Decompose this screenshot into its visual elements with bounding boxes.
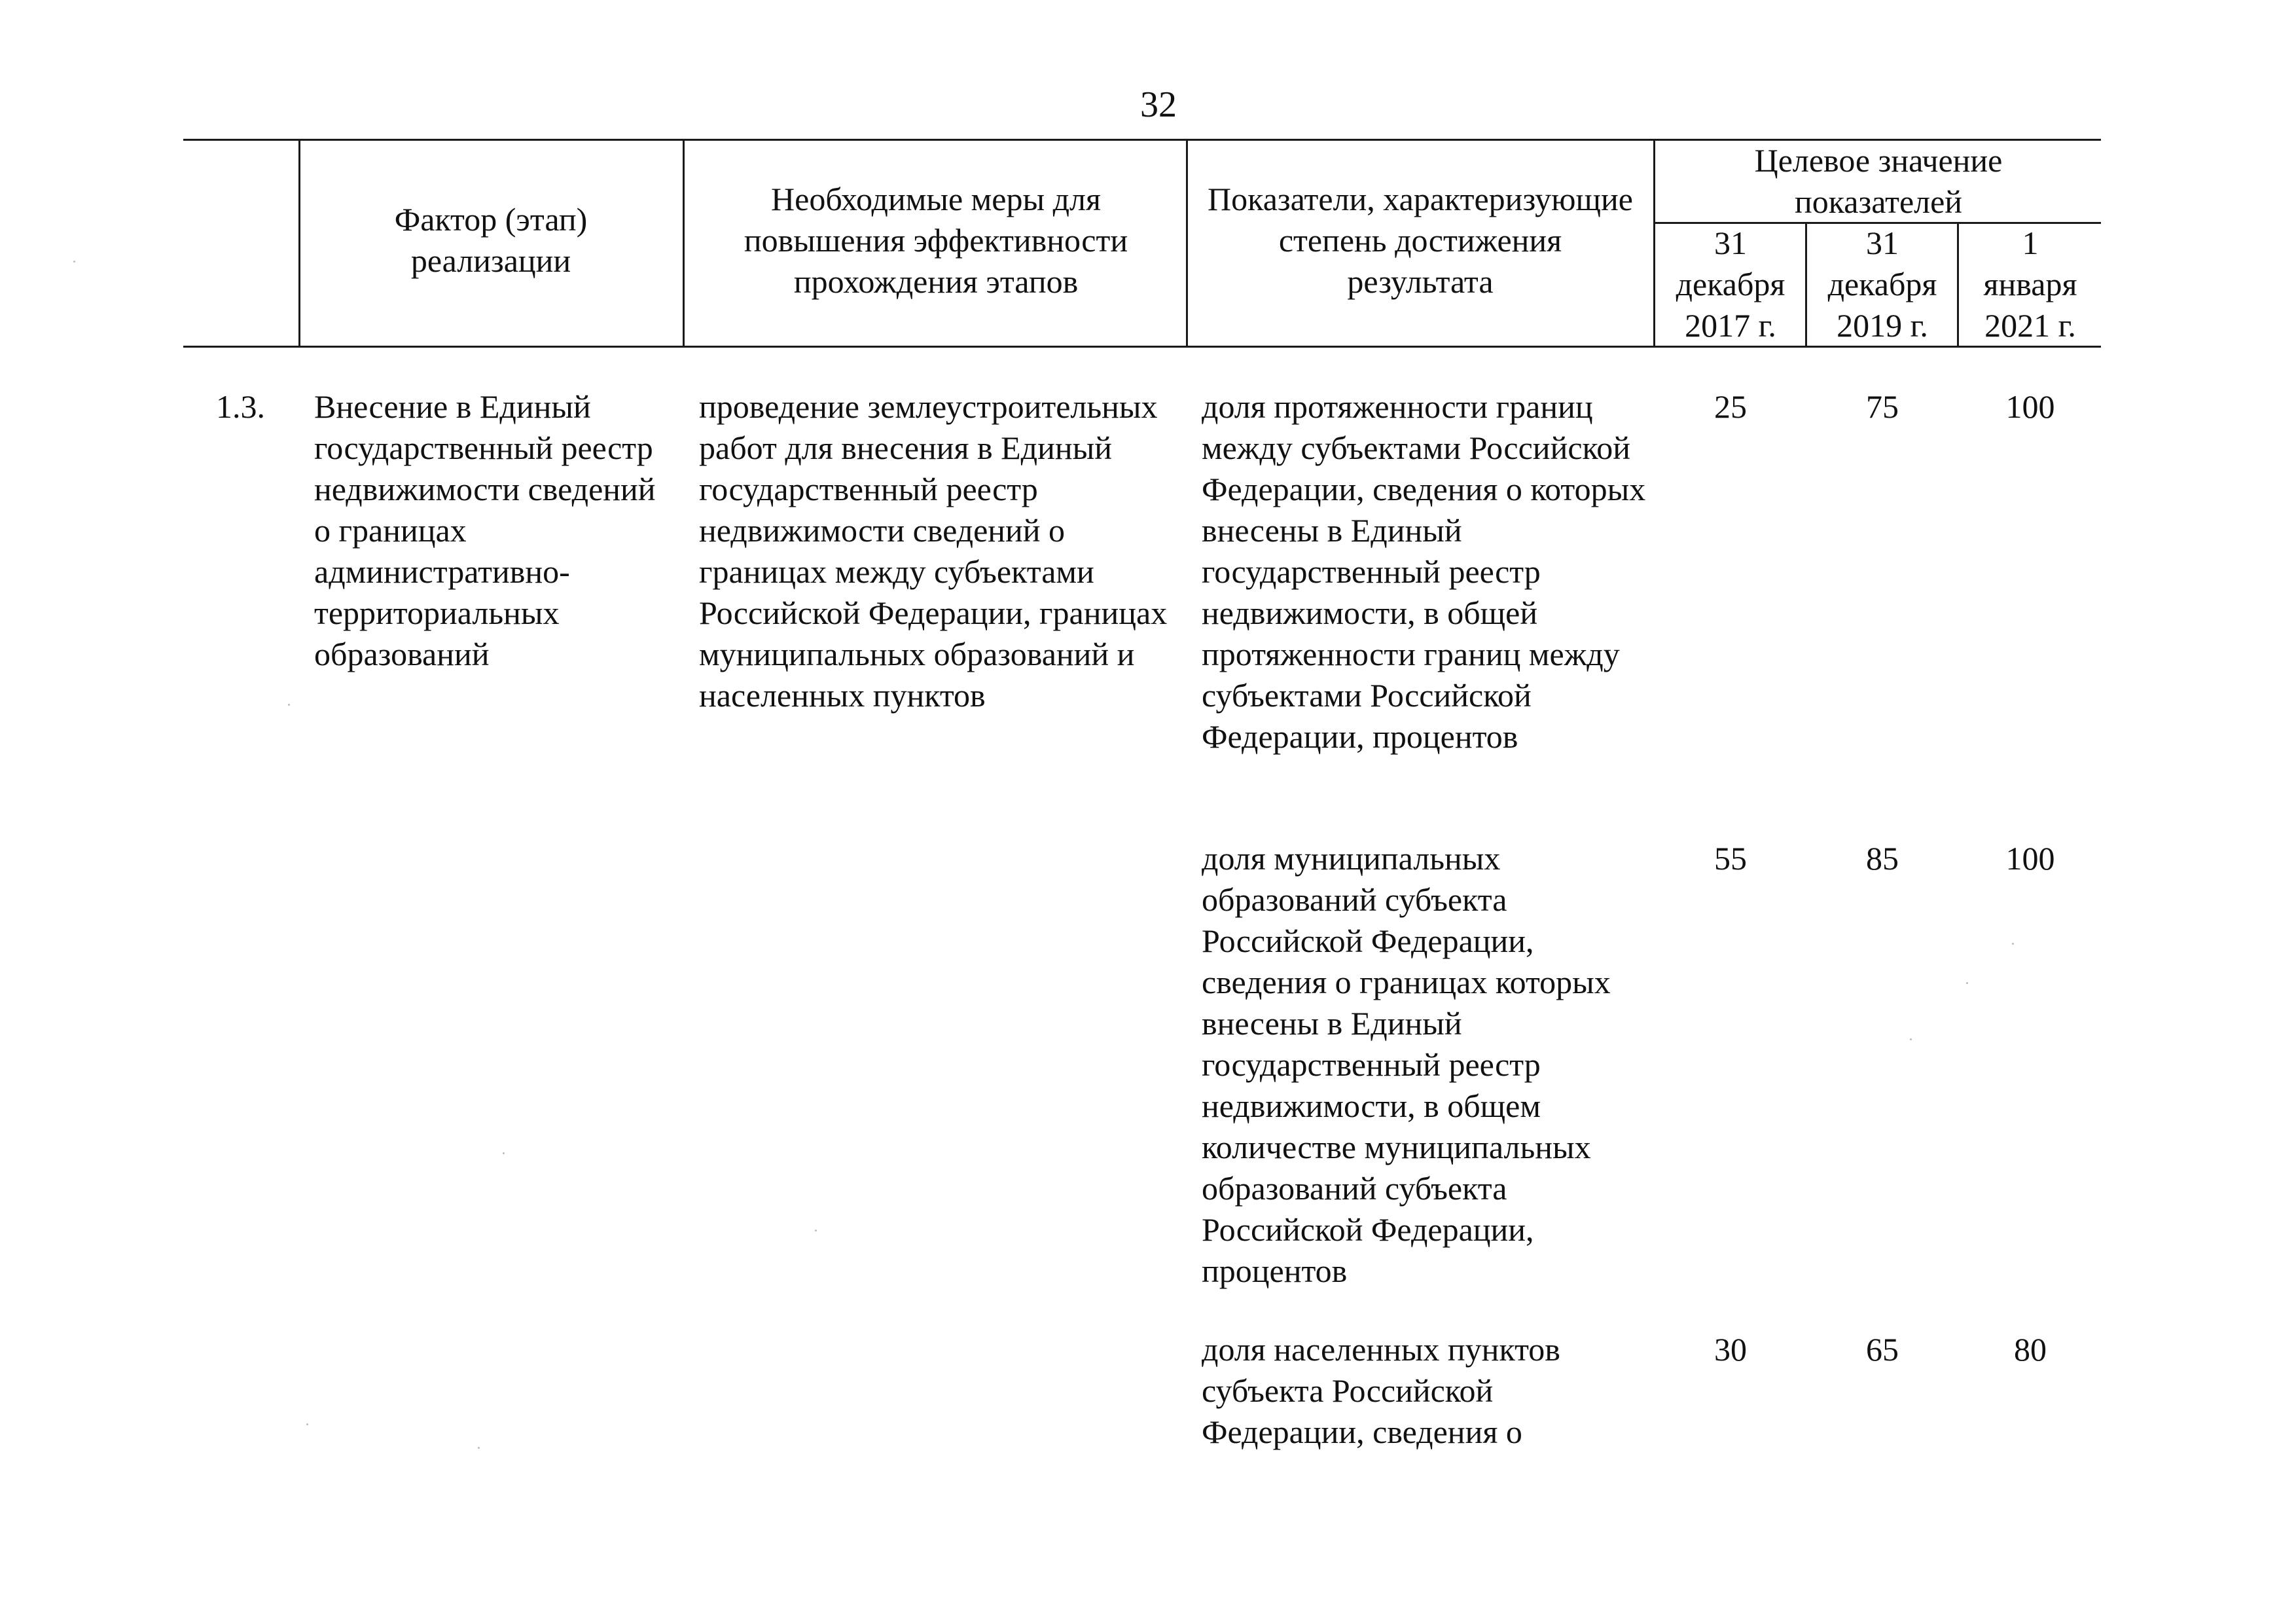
column-divider-2 (683, 139, 685, 348)
indicator-value-2021: 80 (2014, 1331, 2047, 1368)
column-divider-5 (1805, 222, 1807, 348)
indicator-text: доля населенных пунктов субъекта Российской Федерации, сведения о (1202, 1331, 1560, 1450)
scan-speck (815, 1230, 817, 1231)
page-number: 32 (1140, 84, 1177, 125)
date-month: декабря (1676, 266, 1785, 302)
header-measures: Необходимые меры для повышения эффективности прохождения этапов (744, 181, 1128, 300)
indicator-value-2019: 85 (1866, 840, 1899, 877)
date-month: декабря (1827, 266, 1937, 302)
row-number: 1.3. (216, 388, 265, 425)
scan-speck (2012, 943, 2014, 945)
indicator-value-2019: 75 (1866, 388, 1899, 425)
header-date-2017 (1657, 223, 1804, 346)
indicator-text: доля муниципальных образований субъекта Российской Федерации, сведения о границах которых внесены в Единый государственный реестр недвижимости, в общем количестве муниципальных образований субъекта Российской Федерации, процентов (1202, 840, 1611, 1289)
column-divider-3 (1186, 139, 1188, 348)
scan-speck (1966, 982, 1968, 984)
header-date-2021 (1961, 223, 2100, 346)
date-year: 2021 г. (1984, 307, 2076, 344)
scan-speck (288, 704, 290, 706)
column-divider-4 (1653, 139, 1655, 348)
column-divider-6 (1957, 222, 1959, 348)
scan-speck (1910, 1038, 1912, 1040)
indicator-value-2021: 100 (2005, 388, 2055, 425)
scan-speck (306, 1423, 308, 1425)
indicator-value-2017: 30 (1714, 1331, 1747, 1368)
scan-speck (478, 1447, 480, 1449)
date-month: января (1983, 266, 2077, 302)
date-day: 31 (1714, 225, 1747, 261)
header-date-2019 (1809, 223, 1956, 346)
row-measures: проведение землеустроительных работ для внесения в Единый государственный реестр недвижимости сведений о границах между субъектами Российской Федерации, границах муниципальных образований и населенных пунктов (699, 388, 1168, 714)
indicator-value-2021: 100 (2005, 840, 2055, 877)
header-target-values: Целевое значение показателей (1754, 142, 2003, 220)
date-year: 2017 г. (1685, 307, 1776, 344)
row-factor: Внесение в Единый государственный реестр недвижимости сведений о границах административно-территориальных образований (314, 388, 656, 672)
indicator-value-2017: 55 (1714, 840, 1747, 877)
date-day: 1 (2022, 225, 2039, 261)
header-indicators: Показатели, характеризующие степень достижения результата (1208, 181, 1633, 300)
date-day: 31 (1866, 225, 1899, 261)
indicator-value-2017: 25 (1714, 388, 1747, 425)
date-year: 2019 г. (1837, 307, 1928, 344)
scan-speck (73, 261, 75, 263)
header-factor: Фактор (этап) реализации (394, 201, 588, 279)
column-divider-1 (298, 139, 300, 348)
indicator-value-2019: 65 (1866, 1331, 1899, 1368)
scan-speck (503, 1152, 505, 1154)
indicator-text: доля протяженности границ между субъектами Российской Федерации, сведения о которых внесены в Единый государственный реестр недвижимости, в общей протяженности границ между субъектами Российской Федерации, процентов (1202, 388, 1646, 755)
